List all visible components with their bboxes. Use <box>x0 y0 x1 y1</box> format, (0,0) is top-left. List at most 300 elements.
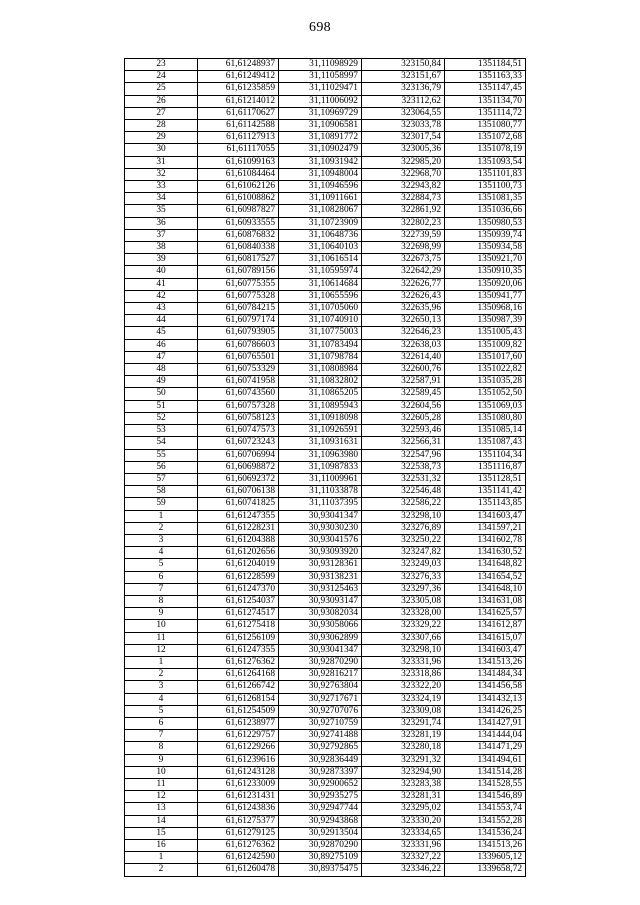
point-number-cell: 34 <box>125 193 198 205</box>
y-coordinate-cell: 1341625,57 <box>445 608 526 620</box>
longitude-cell: 31,10648736 <box>279 229 362 241</box>
point-number-cell: 57 <box>125 473 198 485</box>
table-row <box>125 705 526 717</box>
longitude-cell: 31,10740910 <box>279 315 362 327</box>
x-coordinate-cell: 322698,99 <box>362 242 445 254</box>
point-number-cell: 1 <box>125 510 198 522</box>
y-coordinate-cell: 1351085,14 <box>445 425 526 437</box>
latitude-cell: 61,61228599 <box>198 571 279 583</box>
point-number-cell: 39 <box>125 254 198 266</box>
point-number-cell: 51 <box>125 400 198 412</box>
table-row <box>125 278 526 290</box>
longitude-cell: 31,10969729 <box>279 107 362 119</box>
table-row <box>125 425 526 437</box>
table-row <box>125 449 526 461</box>
latitude-cell: 61,60706994 <box>198 449 279 461</box>
latitude-cell: 61,60933555 <box>198 217 279 229</box>
latitude-cell: 61,61099163 <box>198 156 279 168</box>
latitude-cell: 61,60987827 <box>198 205 279 217</box>
x-coordinate-cell: 322642,29 <box>362 266 445 278</box>
table-row <box>125 229 526 241</box>
y-coordinate-cell: 1351184,51 <box>445 59 526 71</box>
point-number-cell: 16 <box>125 840 198 852</box>
x-coordinate-cell: 323151,67 <box>362 71 445 83</box>
point-number-cell: 48 <box>125 364 198 376</box>
longitude-cell: 30,92710759 <box>279 717 362 729</box>
y-coordinate-cell: 1351141,42 <box>445 486 526 498</box>
table-row <box>125 620 526 632</box>
latitude-cell: 61,60741825 <box>198 498 279 510</box>
page-number: 698 <box>309 20 331 35</box>
longitude-cell: 31,10931942 <box>279 156 362 168</box>
x-coordinate-cell: 323281,19 <box>362 730 445 742</box>
latitude-cell: 61,61008862 <box>198 193 279 205</box>
table-row <box>125 754 526 766</box>
point-number-cell: 4 <box>125 693 198 705</box>
longitude-cell: 30,93093147 <box>279 595 362 607</box>
longitude-cell: 30,93125463 <box>279 583 362 595</box>
latitude-cell: 61,60765501 <box>198 351 279 363</box>
table-row <box>125 364 526 376</box>
latitude-cell: 61,61214012 <box>198 95 279 107</box>
longitude-cell: 31,10931631 <box>279 437 362 449</box>
longitude-cell: 30,93082034 <box>279 608 362 620</box>
longitude-cell: 31,10832802 <box>279 376 362 388</box>
point-number-cell: 58 <box>125 486 198 498</box>
longitude-cell: 31,10918098 <box>279 412 362 424</box>
table-row <box>125 71 526 83</box>
x-coordinate-cell: 322635,96 <box>362 303 445 315</box>
table-row <box>125 766 526 778</box>
x-coordinate-cell: 323309,08 <box>362 705 445 717</box>
table-row <box>125 632 526 644</box>
point-number-cell: 9 <box>125 754 198 766</box>
latitude-cell: 61,61248937 <box>198 59 279 71</box>
table-row <box>125 583 526 595</box>
table-row <box>125 730 526 742</box>
point-number-cell: 6 <box>125 571 198 583</box>
y-coordinate-cell: 1350934,58 <box>445 242 526 254</box>
latitude-cell: 61,61229266 <box>198 742 279 754</box>
x-coordinate-cell: 322600,76 <box>362 364 445 376</box>
latitude-cell: 61,60743560 <box>198 388 279 400</box>
point-number-cell: 7 <box>125 730 198 742</box>
longitude-cell: 30,92763804 <box>279 681 362 693</box>
y-coordinate-cell: 1351005,43 <box>445 327 526 339</box>
longitude-cell: 31,10987833 <box>279 461 362 473</box>
latitude-cell: 61,61264168 <box>198 669 279 681</box>
longitude-cell: 31,10911661 <box>279 193 362 205</box>
longitude-cell: 31,10655596 <box>279 290 362 302</box>
x-coordinate-cell: 323330,20 <box>362 815 445 827</box>
x-coordinate-cell: 323298,10 <box>362 644 445 656</box>
point-number-cell: 2 <box>125 522 198 534</box>
longitude-cell: 31,10705060 <box>279 303 362 315</box>
latitude-cell: 61,60817527 <box>198 254 279 266</box>
table-row <box>125 827 526 839</box>
point-number-cell: 50 <box>125 388 198 400</box>
table-row <box>125 571 526 583</box>
x-coordinate-cell: 323291,32 <box>362 754 445 766</box>
latitude-cell: 61,60741958 <box>198 376 279 388</box>
x-coordinate-cell: 323136,79 <box>362 83 445 95</box>
latitude-cell: 61,60758123 <box>198 412 279 424</box>
latitude-cell: 61,60698872 <box>198 461 279 473</box>
latitude-cell: 61,61142588 <box>198 120 279 132</box>
point-number-cell: 6 <box>125 717 198 729</box>
table-row <box>125 852 526 864</box>
x-coordinate-cell: 323276,89 <box>362 522 445 534</box>
latitude-cell: 61,61231431 <box>198 791 279 803</box>
x-coordinate-cell: 322604,56 <box>362 400 445 412</box>
point-number-cell: 38 <box>125 242 198 254</box>
point-number-cell: 53 <box>125 425 198 437</box>
latitude-cell: 61,60753329 <box>198 364 279 376</box>
y-coordinate-cell: 1341528,55 <box>445 778 526 790</box>
x-coordinate-cell: 323298,10 <box>362 510 445 522</box>
table-row <box>125 181 526 193</box>
latitude-cell: 61,60876832 <box>198 229 279 241</box>
point-number-cell: 31 <box>125 156 198 168</box>
longitude-cell: 31,11006092 <box>279 95 362 107</box>
table-row <box>125 95 526 107</box>
longitude-cell: 30,92870290 <box>279 656 362 668</box>
latitude-cell: 61,61204019 <box>198 559 279 571</box>
point-number-cell: 13 <box>125 803 198 815</box>
y-coordinate-cell: 1341553,74 <box>445 803 526 815</box>
y-coordinate-cell: 1351080,80 <box>445 412 526 424</box>
y-coordinate-cell: 1351163,33 <box>445 71 526 83</box>
x-coordinate-cell: 322566,31 <box>362 437 445 449</box>
x-coordinate-cell: 323295,02 <box>362 803 445 815</box>
x-coordinate-cell: 323327,22 <box>362 852 445 864</box>
x-coordinate-cell: 322614,40 <box>362 351 445 363</box>
x-coordinate-cell: 323324,19 <box>362 693 445 705</box>
point-number-cell: 15 <box>125 827 198 839</box>
point-number-cell: 32 <box>125 168 198 180</box>
y-coordinate-cell: 1341456,58 <box>445 681 526 693</box>
y-coordinate-cell: 1351134,70 <box>445 95 526 107</box>
longitude-cell: 30,92816217 <box>279 669 362 681</box>
point-number-cell: 9 <box>125 608 198 620</box>
point-number-cell: 14 <box>125 815 198 827</box>
point-number-cell: 52 <box>125 412 198 424</box>
point-number-cell: 44 <box>125 315 198 327</box>
longitude-cell: 31,10614684 <box>279 278 362 290</box>
point-number-cell: 24 <box>125 71 198 83</box>
x-coordinate-cell: 322968,70 <box>362 168 445 180</box>
y-coordinate-cell: 1341615,07 <box>445 632 526 644</box>
point-number-cell: 46 <box>125 339 198 351</box>
longitude-cell: 30,92900652 <box>279 778 362 790</box>
x-coordinate-cell: 323297,36 <box>362 583 445 595</box>
table-row <box>125 644 526 656</box>
point-number-cell: 30 <box>125 144 198 156</box>
x-coordinate-cell: 322985,20 <box>362 156 445 168</box>
point-number-cell: 1 <box>125 852 198 864</box>
table-row <box>125 473 526 485</box>
table-row <box>125 193 526 205</box>
table-row <box>125 388 526 400</box>
x-coordinate-cell: 323329,22 <box>362 620 445 632</box>
longitude-cell: 31,10926591 <box>279 425 362 437</box>
table-row <box>125 717 526 729</box>
table-row <box>125 205 526 217</box>
y-coordinate-cell: 1351128,51 <box>445 473 526 485</box>
table-row <box>125 59 526 71</box>
longitude-cell: 30,92935275 <box>279 791 362 803</box>
table-row <box>125 303 526 315</box>
longitude-cell: 31,10775003 <box>279 327 362 339</box>
latitude-cell: 61,61117055 <box>198 144 279 156</box>
y-coordinate-cell: 1351081,35 <box>445 193 526 205</box>
point-number-cell: 12 <box>125 791 198 803</box>
table-row <box>125 656 526 668</box>
longitude-cell: 31,10798784 <box>279 351 362 363</box>
x-coordinate-cell: 323283,38 <box>362 778 445 790</box>
y-coordinate-cell: 1341630,52 <box>445 547 526 559</box>
longitude-cell: 30,92947744 <box>279 803 362 815</box>
y-coordinate-cell: 1341603,47 <box>445 644 526 656</box>
y-coordinate-cell: 1351036,66 <box>445 205 526 217</box>
longitude-cell: 31,11098929 <box>279 59 362 71</box>
longitude-cell: 30,93062899 <box>279 632 362 644</box>
x-coordinate-cell: 323331,96 <box>362 840 445 852</box>
latitude-cell: 61,61249412 <box>198 71 279 83</box>
y-coordinate-cell: 1341426,25 <box>445 705 526 717</box>
longitude-cell: 31,11029471 <box>279 83 362 95</box>
y-coordinate-cell: 1341471,29 <box>445 742 526 754</box>
latitude-cell: 61,61238977 <box>198 717 279 729</box>
x-coordinate-cell: 323280,18 <box>362 742 445 754</box>
y-coordinate-cell: 1351104,34 <box>445 449 526 461</box>
longitude-cell: 30,93093920 <box>279 547 362 559</box>
point-number-cell: 11 <box>125 778 198 790</box>
x-coordinate-cell: 323281,31 <box>362 791 445 803</box>
y-coordinate-cell: 1341648,82 <box>445 559 526 571</box>
x-coordinate-cell: 322650,13 <box>362 315 445 327</box>
x-coordinate-cell: 323005,36 <box>362 144 445 156</box>
point-number-cell: 26 <box>125 95 198 107</box>
x-coordinate-cell: 323064,55 <box>362 107 445 119</box>
latitude-cell: 61,61274517 <box>198 608 279 620</box>
latitude-cell: 61,61243836 <box>198 803 279 815</box>
y-coordinate-cell: 1341494,61 <box>445 754 526 766</box>
x-coordinate-cell: 322638,03 <box>362 339 445 351</box>
latitude-cell: 61,60786603 <box>198 339 279 351</box>
longitude-cell: 31,10723909 <box>279 217 362 229</box>
longitude-cell: 30,92717671 <box>279 693 362 705</box>
longitude-cell: 31,11009961 <box>279 473 362 485</box>
y-coordinate-cell: 1341648,10 <box>445 583 526 595</box>
x-coordinate-cell: 323322,20 <box>362 681 445 693</box>
point-number-cell: 1 <box>125 656 198 668</box>
x-coordinate-cell: 322538,73 <box>362 461 445 473</box>
x-coordinate-cell: 323331,96 <box>362 656 445 668</box>
latitude-cell: 61,61127913 <box>198 132 279 144</box>
y-coordinate-cell: 1350941,77 <box>445 290 526 302</box>
x-coordinate-cell: 322589,45 <box>362 388 445 400</box>
longitude-cell: 30,93030230 <box>279 522 362 534</box>
longitude-cell: 31,10828067 <box>279 205 362 217</box>
table-row <box>125 461 526 473</box>
latitude-cell: 61,61266742 <box>198 681 279 693</box>
table-row <box>125 669 526 681</box>
table-row <box>125 400 526 412</box>
point-number-cell: 23 <box>125 59 198 71</box>
table-row <box>125 486 526 498</box>
y-coordinate-cell: 1341536,24 <box>445 827 526 839</box>
y-coordinate-cell: 1350921,70 <box>445 254 526 266</box>
point-number-cell: 29 <box>125 132 198 144</box>
y-coordinate-cell: 1351035,28 <box>445 376 526 388</box>
y-coordinate-cell: 1339658,72 <box>445 864 526 876</box>
longitude-cell: 31,10946596 <box>279 181 362 193</box>
y-coordinate-cell: 1351116,87 <box>445 461 526 473</box>
y-coordinate-cell: 1351017,60 <box>445 351 526 363</box>
point-number-cell: 33 <box>125 181 198 193</box>
x-coordinate-cell: 323247,82 <box>362 547 445 559</box>
longitude-cell: 30,93058066 <box>279 620 362 632</box>
y-coordinate-cell: 1341427,91 <box>445 717 526 729</box>
point-number-cell: 7 <box>125 583 198 595</box>
point-number-cell: 10 <box>125 620 198 632</box>
y-coordinate-cell: 1351143,85 <box>445 498 526 510</box>
longitude-cell: 31,10906581 <box>279 120 362 132</box>
latitude-cell: 61,60840338 <box>198 242 279 254</box>
y-coordinate-cell: 1351078,19 <box>445 144 526 156</box>
x-coordinate-cell: 322593,46 <box>362 425 445 437</box>
y-coordinate-cell: 1351147,45 <box>445 83 526 95</box>
y-coordinate-cell: 1351072,68 <box>445 132 526 144</box>
table-row <box>125 547 526 559</box>
point-number-cell: 35 <box>125 205 198 217</box>
x-coordinate-cell: 323249,03 <box>362 559 445 571</box>
point-number-cell: 11 <box>125 632 198 644</box>
y-coordinate-cell: 1350980,53 <box>445 217 526 229</box>
table-row <box>125 266 526 278</box>
y-coordinate-cell: 1351101,83 <box>445 168 526 180</box>
x-coordinate-cell: 323150,84 <box>362 59 445 71</box>
latitude-cell: 61,61276362 <box>198 656 279 668</box>
table-row <box>125 327 526 339</box>
point-number-cell: 25 <box>125 83 198 95</box>
latitude-cell: 61,60747573 <box>198 425 279 437</box>
table-row <box>125 815 526 827</box>
latitude-cell: 61,61170627 <box>198 107 279 119</box>
latitude-cell: 61,61276362 <box>198 840 279 852</box>
longitude-cell: 31,10595974 <box>279 266 362 278</box>
table-row <box>125 144 526 156</box>
longitude-cell: 30,92707076 <box>279 705 362 717</box>
longitude-cell: 30,93041347 <box>279 510 362 522</box>
table-row <box>125 559 526 571</box>
x-coordinate-cell: 322861,92 <box>362 205 445 217</box>
longitude-cell: 30,93128361 <box>279 559 362 571</box>
latitude-cell: 61,61275418 <box>198 620 279 632</box>
point-number-cell: 10 <box>125 766 198 778</box>
y-coordinate-cell: 1351069,03 <box>445 400 526 412</box>
latitude-cell: 61,61243128 <box>198 766 279 778</box>
longitude-cell: 31,10616514 <box>279 254 362 266</box>
point-number-cell: 2 <box>125 669 198 681</box>
table-row <box>125 534 526 546</box>
point-number-cell: 45 <box>125 327 198 339</box>
x-coordinate-cell: 322605,28 <box>362 412 445 424</box>
latitude-cell: 61,61256109 <box>198 632 279 644</box>
latitude-cell: 61,60793905 <box>198 327 279 339</box>
longitude-cell: 31,11033878 <box>279 486 362 498</box>
longitude-cell: 30,92792865 <box>279 742 362 754</box>
y-coordinate-cell: 1350939,74 <box>445 229 526 241</box>
latitude-cell: 61,61260478 <box>198 864 279 876</box>
latitude-cell: 61,61202656 <box>198 547 279 559</box>
longitude-cell: 30,89375475 <box>279 864 362 876</box>
latitude-cell: 61,61084464 <box>198 168 279 180</box>
point-number-cell: 12 <box>125 644 198 656</box>
x-coordinate-cell: 323294,90 <box>362 766 445 778</box>
x-coordinate-cell: 323346,22 <box>362 864 445 876</box>
latitude-cell: 61,61229757 <box>198 730 279 742</box>
point-number-cell: 41 <box>125 278 198 290</box>
latitude-cell: 61,61254037 <box>198 595 279 607</box>
coordinates-table-body <box>125 59 526 877</box>
coordinates-table <box>124 58 526 877</box>
longitude-cell: 30,92913504 <box>279 827 362 839</box>
table-row <box>125 608 526 620</box>
latitude-cell: 61,61204388 <box>198 534 279 546</box>
point-number-cell: 42 <box>125 290 198 302</box>
table-row <box>125 107 526 119</box>
y-coordinate-cell: 1341552,28 <box>445 815 526 827</box>
latitude-cell: 61,61268154 <box>198 693 279 705</box>
y-coordinate-cell: 1351052,50 <box>445 388 526 400</box>
table-row <box>125 351 526 363</box>
point-number-cell: 3 <box>125 534 198 546</box>
x-coordinate-cell: 323033,78 <box>362 120 445 132</box>
point-number-cell: 49 <box>125 376 198 388</box>
latitude-cell: 61,61062126 <box>198 181 279 193</box>
point-number-cell: 55 <box>125 449 198 461</box>
table-row <box>125 693 526 705</box>
x-coordinate-cell: 322739,59 <box>362 229 445 241</box>
table-row <box>125 290 526 302</box>
x-coordinate-cell: 323250,22 <box>362 534 445 546</box>
table-row <box>125 412 526 424</box>
table-row <box>125 120 526 132</box>
longitude-cell: 31,10640103 <box>279 242 362 254</box>
longitude-cell: 31,10963980 <box>279 449 362 461</box>
longitude-cell: 30,92873397 <box>279 766 362 778</box>
y-coordinate-cell: 1351100,73 <box>445 181 526 193</box>
latitude-cell: 61,61235859 <box>198 83 279 95</box>
y-coordinate-cell: 1341546,89 <box>445 791 526 803</box>
longitude-cell: 31,10902479 <box>279 144 362 156</box>
x-coordinate-cell: 322646,23 <box>362 327 445 339</box>
x-coordinate-cell: 322673,75 <box>362 254 445 266</box>
longitude-cell: 30,92870290 <box>279 840 362 852</box>
point-number-cell: 27 <box>125 107 198 119</box>
table-row <box>125 791 526 803</box>
latitude-cell: 61,61233009 <box>198 778 279 790</box>
longitude-cell: 31,11058997 <box>279 71 362 83</box>
table-row <box>125 156 526 168</box>
y-coordinate-cell: 1341513,26 <box>445 840 526 852</box>
longitude-cell: 30,92741488 <box>279 730 362 742</box>
table-row <box>125 510 526 522</box>
table-row <box>125 803 526 815</box>
x-coordinate-cell: 323334,65 <box>362 827 445 839</box>
